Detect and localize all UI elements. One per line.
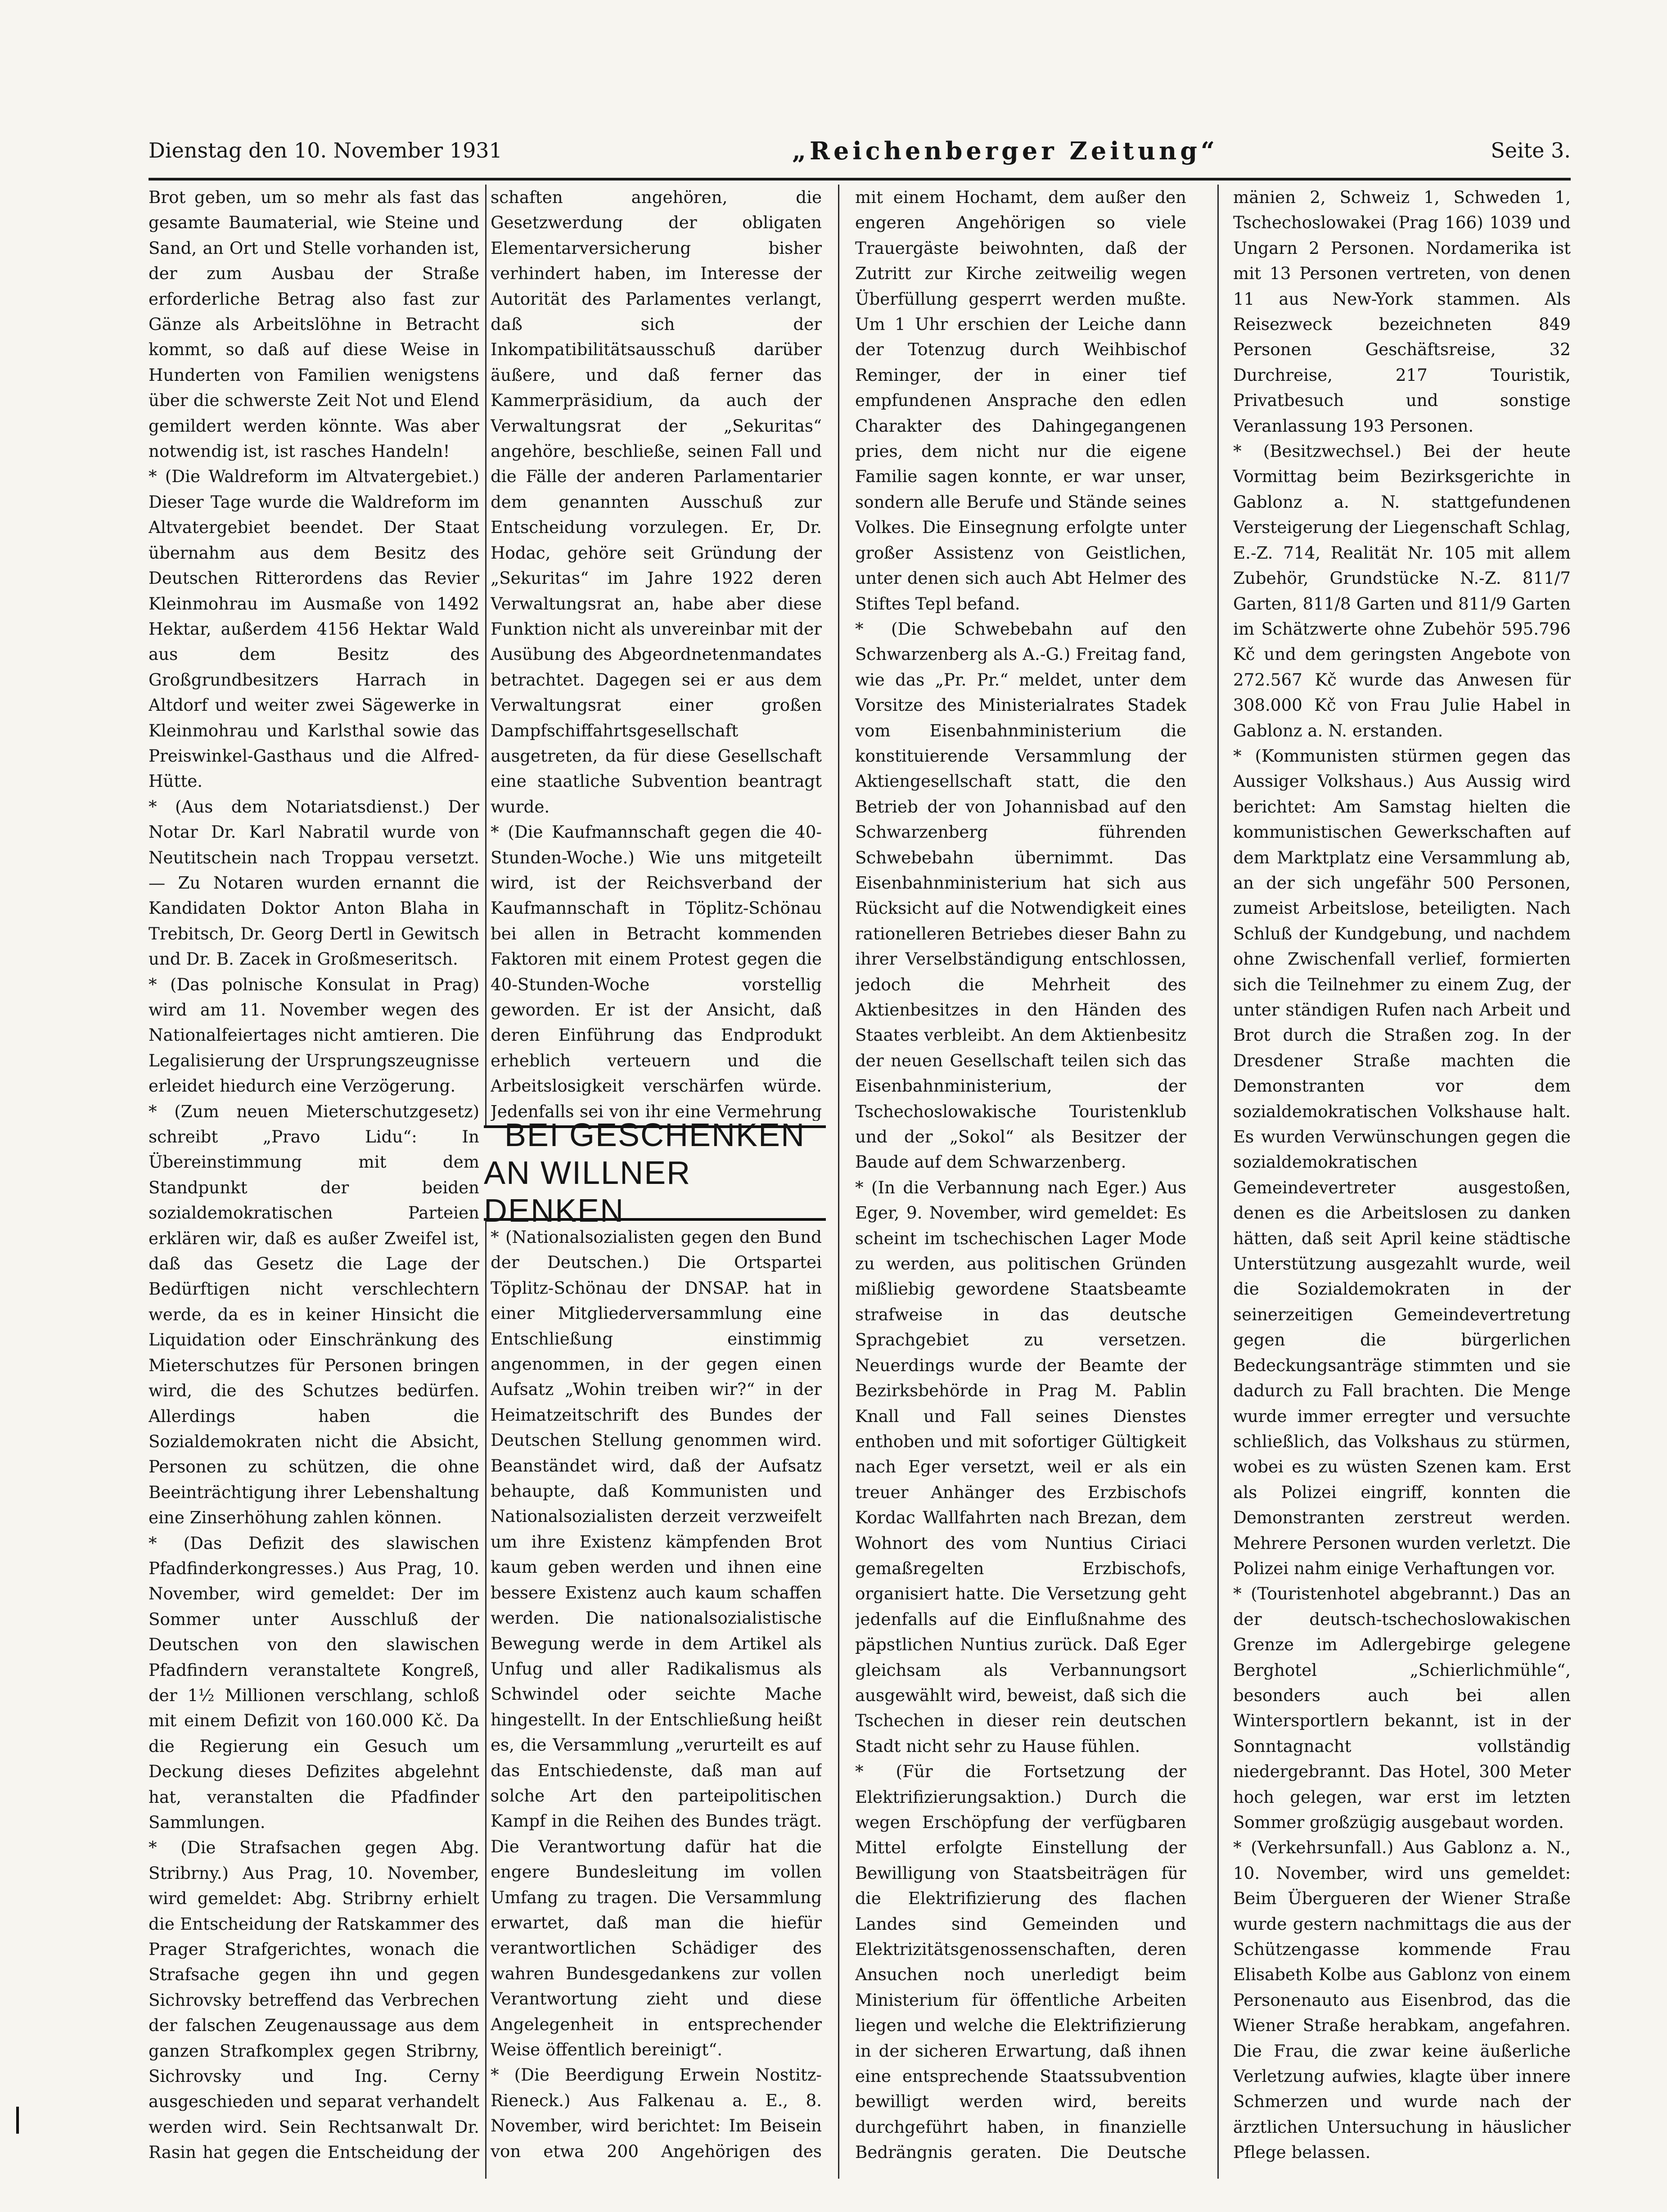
ad-line-1: BEI GESCHENKEN xyxy=(504,1117,806,1153)
column-2-lower xyxy=(491,1224,822,2161)
ad-line-2: AN WILLNER DENKEN xyxy=(484,1155,691,1229)
article-paragraph: Brot geben, um so mehr als fast das gesamte Baumaterial, wie Steine und Sand, an Ort und Stelle vorhanden ist, der zum Ausbau der Straße erforderliche Betrag also fast zur Gänze als Arbeitslöhne in Betracht kommt, so daß auf diese Weise in Hunderten von Familien wenigstens über die schwerste Zeit Not und Elend gemildert werden könnte. Was aber notwendig ist, ist rasches Handeln! xyxy=(149,187,479,461)
article-paragraph: * (Zum neuen Mieterschutzgesetz) schreibt „Pravo Lidu“: In Übereinstimmung mit dem Standpunkt der beiden sozialdemokratischen Parteien erklären wir, daß es außer Zweifel ist, daß das Gesetz die Lage der Bedürftigen nicht verschlechtern werde, da es in keiner Hinsicht die Liquidation oder Einschränkung des Mieterschutzes für Personen bringen wird, die des Schutzes bedürfen. Allerdings haben die Sozialdemokraten nicht die Absicht, Personen zu schützen, die ohne Beeinträchtigung ihrer Lebenshaltung eine Zinserhöhung zahlen können. xyxy=(149,1101,479,1528)
issue-date: Dienstag den 10. November 1931 xyxy=(149,138,502,163)
article-paragraph: * (Kommunisten stürmen gegen das Aussiger Volkshaus.) Aus Aussig wird berichtet: Am Samstag hielten die kommunistischen Gewerkschaften auf dem Marktplatz eine Versammlung ab, an der sich ungefähr 500 Personen, zumeist Arbeitslose, beteiligten. Nach Schluß der Kundgebung, und nachdem ohne Zwischenfall verlief, formierten sich die Teilnehmer zu einem Zug, der unter ständigen Rufen nach Arbeit und Brot durch die Straßen zog. In der Dresdener Straße machten die Demonstranten vor dem sozialdemokratischen Volkshause halt. Es wurden Verwünschungen gegen die sozialdemokratischen Gemeindevertreter ausgestoßen, denen es die Arbeitslosen zu danken hätten, daß seit April keine städtische Unterstützung ausgezahlt wurde, weil die Sozialdemokraten in der seinerzeitigen Gemeindevertretung gegen die bürgerlichen Bedeckungsanträge stimmten und sie dadurch zu Fall brachten. Die Menge wurde immer erregter und versuchte schließlich, das Volkshaus zu stürmen, wobei es zu wüsten Szenen kam. Erst als Polizei eingriff, konnten die Demonstranten zerstreut werden. Mehrere Personen wurden verletzt. Die Polizei nahm einige Verhaftungen vor. xyxy=(1233,745,1571,1578)
column-divider xyxy=(838,185,839,2179)
page-header xyxy=(149,133,1571,173)
article-paragraph: mit einem Hochamt, dem außer den engeren Angehörigen so viele Trauergäste beiwohnten, daß der Zutritt zur Kirche zeitweilig wegen Überfüllung gesperrt werden mußte. Um 1 Uhr erschien der Leiche dann der Totenzug durch Weihbischof Reminger, der in einer tief empfundenen Ansprache den edlen Charakter des Dahingegangenen pries, dem nicht nur die eigene Familie sagen konnte, er war unser, sondern alle Berufe und Stände seines Volkes. Die Einsegnung erfolgte unter großer Assistenz von Geistlichen, unter denen sich auch Abt Helmer des Stiftes Tepl befand. xyxy=(855,187,1186,614)
article-paragraph: * (Für die Fortsetzung der Elektrifizierungsaktion.) Durch die wegen Erschöpfung der verfügbaren Mittel erfolgte Einstellung der Bewilligung von Staatsbeiträgen für die Elektrifizierung des flachen Landes sind Gemeinden und Elektrizitätsgenossenschaften, deren Ansuchen noch unerledigt beim Ministerium für öffentliche Arbeiten liegen und welche die Elektrifizierung in der sicheren Erwartung, daß ihnen eine entsprechende Staatssubvention bewilligt werden wird, bereits durchgeführt haben, in finanzielle Bedrängnis geraten. Die Deutsche xyxy=(855,1761,1186,2162)
article-paragraph: * (Die Waldreform im Altvatergebiet.) Dieser Tage wurde die Waldreform im Altvatergebiet beendet. Der Staat übernahm aus dem Besitz des Deutschen Ritterordens das Revier Kleinmohrau im Ausmaße von 1492 Hektar, außerdem 4156 Hektar Wald aus dem Besitz des Großgrundbesitzers Harrach in Altdorf und weiter zwei Sägewerke in Kleinmohrau und Karlsthal sowie das Preiswinkel-Gasthaus und die Alfred-Hütte. xyxy=(149,466,479,791)
article-paragraph: * (In die Verbannung nach Eger.) Aus Eger, 9. November, wird gemeldet: Es scheint im tschechischen Lager Mode zu werden, aus politischen Gründen mißliebig gewordene Staatsbeamte strafweise in das deutsche Sprachgebiet zu versetzen. Neuerdings wurde der Beamte der Bezirksbehörde in Prag M. Pablin Knall und Fall seines Dienstes enthoben und mit sofortiger Gültigkeit nach Eger versetzt, weil er als ein treuer Anhänger des Erzbischofs Kordac Wallfahrten nach Brezan, dem Wohnort des vom Nuntius Ciriaci gemaßregelten Erzbischofs, organisiert hatte. Die Versetzung geht jedenfalls auf die Einflußnahme des päpstlichen Nuntius zurück. Daß Eger gleichsam als Verbannungsort ausgewählt wird, beweist, daß sich die Tschechen in dieser rein deutschen Stadt nicht sehr zu Hause fühlen. xyxy=(855,1177,1186,1756)
article-paragraph: * (Die Beerdigung Erwein Nostitz-Rieneck.) Aus Falkenau a. E., 8. November, wird berichtet: Im Beisein von etwa 200 Angehörigen des xyxy=(491,2065,822,2161)
newspaper-title: „Reichenberger Zeitung“ xyxy=(792,136,1219,165)
article-paragraph: * (Nationalsozialisten gegen den Bund der Deutschen.) Die Ortspartei Töplitz-Schönau der DNSAP. hat in einer Mitgliederversammlung eine Entschließung einstimmig angenommen, in der gegen einen Aufsatz „Wohin treiben wir?“ in der Heimatzeitschrift des Bundes der Deutschen Stellung genommen wird. Beanständet wird, daß der Aufsatz behaupte, daß Kommunisten und Nationalsozialisten derzeit verzweifelt um ihre Existenz kämpfenden Brot kaum geben werden und ihnen eine bessere Existenz auch kaum schaffen werden. Die nationalsozialistische Bewegung werde in dem Artikel als Unfug und aller Radikalismus als Schwindel oder seichte Mache hingestellt. In der Entschließung heißt es, die Versammlung „verurteilt es auf das Entschiedenste, daß man auf solche Art den parteipolitischen Kampf in die Reihen des Bundes trägt. Die Verantwortung dafür hat die engere Bundesleitung im vollen Umfang zu tragen. Die Versammlung erwartet, daß man die hiefür verantwortlichen Schädiger des wahren Bundesgedankens zur vollen Verantwortung zieht und diese Angelegenheit in entsprechender Weise öffentlich bereinigt“. xyxy=(491,1227,822,2059)
article-paragraph: * (Das Defizit des slawischen Pfadfinderkongresses.) Aus Prag, 10. November, wird gemeldet: Der im Sommer unter Ausschluß der Deutschen von den slawischen Pfadfindern veranstaltete Kongreß, der 1½ Millionen verschlang, schloß mit einem Defizit von 160.000 Kč. Da die Regierung ein Gesuch um Deckung dieses Defizites abgelehnt hat, veranstalten die Pfadfinder Sammlungen. xyxy=(149,1533,479,1832)
column-divider xyxy=(1217,185,1219,2179)
scan-edge-mark xyxy=(16,2107,19,2134)
article-paragraph: * (Das polnische Konsulat in Prag) wird am 11. November wegen des Nationalfeiertages nicht amtieren. Die Legalisierung der Ursprungszeugnisse erleidet hiedurch eine Verzögerung. xyxy=(149,974,479,1096)
advertisement-box xyxy=(484,1117,826,1229)
article-paragraph: * (Aus dem Notariatsdienst.) Der Notar Dr. Karl Nabratil wurde von Neutitschein nach Troppau versetzt. — Zu Notaren wurden ernannt die Kandidaten Doktor Anton Blaha in Trebitsch, Dr. Georg Dertl in Gewitsch und Dr. B. Zacek in Großmeseritsch. xyxy=(149,796,479,969)
column-3 xyxy=(855,185,1186,2165)
article-paragraph: schaften angehören, die Gesetzwerdung der obligaten Elementarversicherung bisher verhindert haben, im Interesse der Autorität des Parlamentes verlangt, daß sich der Inkompatibilitätsausschuß darüber äußere, und daß ferner das Kammerpräsidium, da auch der Verwaltungsrat der „Sekuritas“ angehöre, beschließe, seinen Fall und die Fälle der anderen Parlamentarier dem genannten Ausschuß zur Entscheidung vorzulegen. Er, Dr. Hodac, gehöre seit Gründung der „Sekuritas“ im Jahre 1922 deren Verwaltungsrat an, habe aber diese Funktion nicht als unvereinbar mit der Ausübung des Abgeordnetenmandates betrachtet. Dagegen sei er aus dem Verwaltungsrat einer großen Dampfschiffahrtsgesellschaft ausgetreten, da für diese Gesellschaft eine staatliche Subvention beantragt wurde. xyxy=(491,187,822,817)
column-1 xyxy=(149,185,479,2165)
page-number: Seite 3. xyxy=(1491,138,1571,163)
column-4 xyxy=(1233,185,1571,2165)
column-2-upper xyxy=(491,185,822,1121)
article-paragraph: * (Touristenhotel abgebrannt.) Das an der deutsch-tschechoslowakischen Grenze im Adlergebirge gelegene Berghotel „Schierlichmühle“, besonders auch bei allen Wintersportlern bekannt, ist in der Sonntagnacht vollständig niedergebrannt. Das Hotel, 300 Meter hoch gelegen, war erst im letzten Sommer großzügig ausgebaut worden. xyxy=(1233,1584,1571,1832)
article-paragraph: mänien 2, Schweiz 1, Schweden 1, Tschechoslowakei (Prag 166) 1039 und Ungarn 2 Personen. Nordamerika ist mit 13 Personen vertreten, von denen 11 aus New-York stammen. Als Reisezweck bezeichneten 849 Personen Geschäftsreise, 32 Durchreise, 217 Touristik, Privatbesuch und sonstige Veranlassung 193 Personen. xyxy=(1233,187,1571,436)
article-paragraph: * (Die Schwebebahn auf den Schwarzenberg als A.-G.) Freitag fand, wie das „Pr. Pr.“ meldet, unter dem Vorsitze des Ministerialrates Stadek vom Eisenbahnministerium die konstituierende Versammlung der Aktiengesellschaft statt, die den Betrieb der von Johannisbad auf den Schwarzenberg führenden Schwebebahn übernimmt. Das Eisenbahnministerium hat sich aus Rücksicht auf die Notwendigkeit eines rationelleren Betriebes dieser Bahn zu ihrer Verselbständigung entschlossen, jedoch die Mehrheit des Aktienbesitzes in den Händen des Staates verbleibt. An dem Aktienbesitz der neuen Gesellschaft teilen sich das Eisenbahnministerium, der Tschechoslowakische Touristenklub und der „Sokol“ als Besitzer der Baude auf dem Schwarzenberg. xyxy=(855,618,1186,1172)
article-paragraph: * (Besitzwechsel.) Bei der heute Vormittag beim Bezirksgerichte in Gablonz a. N. stattgefundenen Versteigerung der Liegenschaft Schlag, E.-Z. 714, Realität Nr. 105 mit allem Zubehör, Grundstücke N.-Z. 811/7 Garten, 811/8 Garten und 811/9 Garten im Schätzwerte ohne Zubehör 595.796 Kč und dem geringsten Angebote von 272.567 Kč wurde das Anwesen für 308.000 Kč von Frau Julie Habel in Gablonz a. N. erstanden. xyxy=(1233,441,1571,740)
article-paragraph: * (Verkehrsunfall.) Aus Gablonz a. N., 10. November, wird uns gemeldet: Beim Übergueren der Wiener Straße wurde gestern nachmittags die aus der Schützengasse kommende Frau Elisabeth Kolbe aus Gablonz von einem Personenauto aus Eisenbrod, das die Wiener Straße herabkam, angefahren. Die Frau, die zwar keine äußerliche Verletzung aufwies, klagte über innere Schmerzen und wurde nach der ärztlichen Untersuchung in häuslicher Pflege belassen. xyxy=(1233,1837,1571,2162)
article-paragraph: * (Die Kaufmannschaft gegen die 40-Stunden-Woche.) Wie uns mitgeteilt wird, ist der Reichsverband der Kaufmannschaft in Töplitz-Schönau bei allen in Betracht kommenden Faktoren mit einem Protest gegen die 40-Stunden-Woche vorstellig geworden. Er ist der Ansicht, daß deren Einführung das Endprodukt erheblich verteuern und die Arbeitslosigkeit verschärfen würde. Jedenfalls sei von ihr eine Vermehrung xyxy=(491,822,822,1121)
header-rule xyxy=(149,178,1571,181)
article-paragraph: * (Die Strafsachen gegen Abg. Stribrny.) Aus Prag, 10. November, wird gemeldet: Abg. Stribrny erhielt die Entscheidung der Ratskammer des Prager Strafgerichtes, wonach die Strafsache gegen ihn und gegen Sichrovsky betreffend das Verbrechen der falschen Zeugenaussage aus dem ganzen Strafkomplex gegen Stribrny, Sichrovsky und Ing. Cerny ausgeschieden und separat verhandelt werden wird. Sein Rechtsanwalt Dr. Rasin hat gegen die Entscheidung der xyxy=(149,1837,479,2162)
